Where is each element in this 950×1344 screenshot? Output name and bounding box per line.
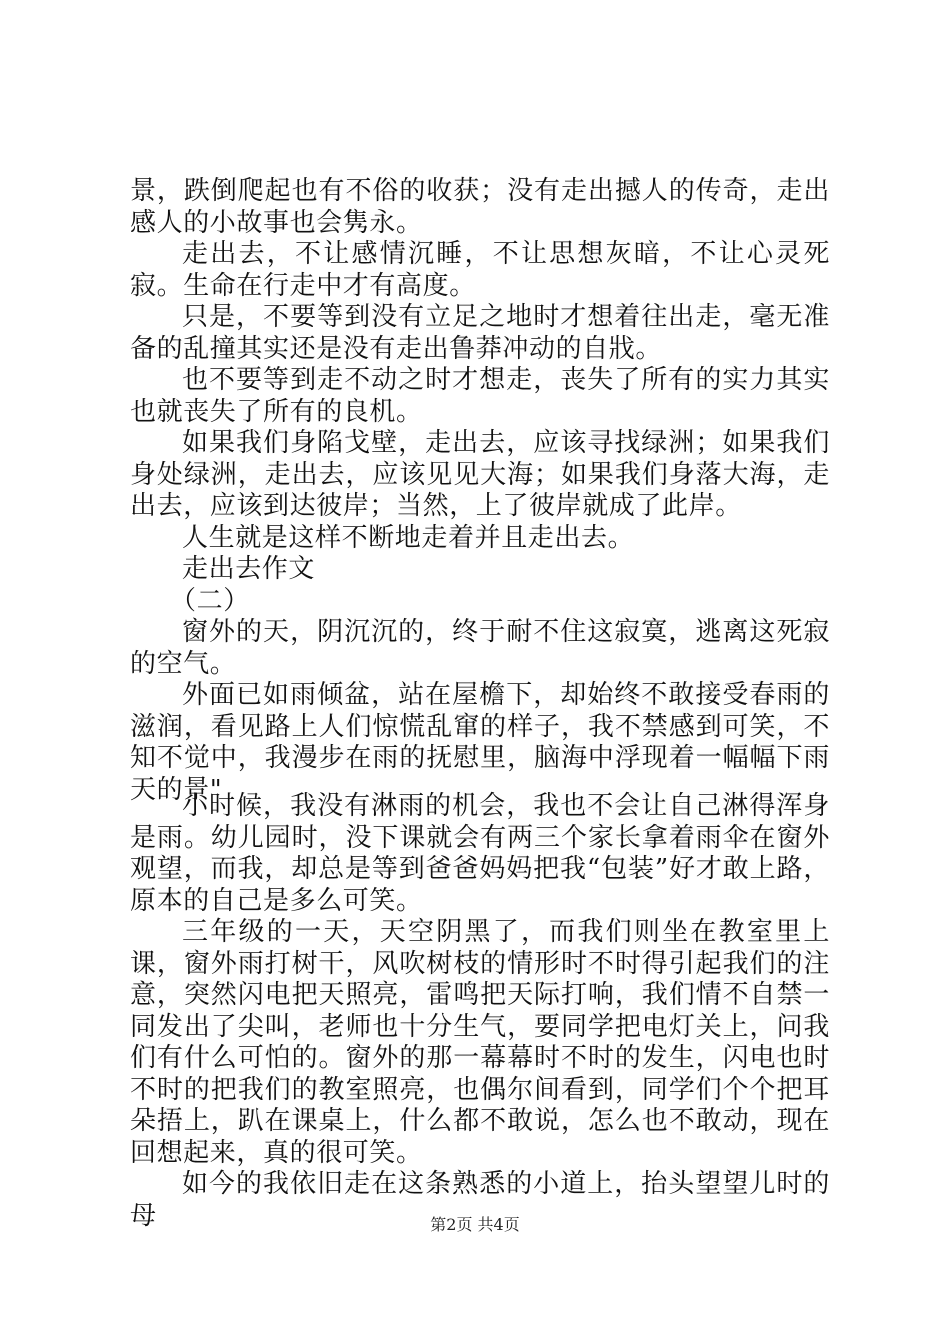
page-footer — [0, 1212, 950, 1235]
page-number: 第2页 共4页 — [430, 1215, 520, 1234]
paragraph: 三年级的一天，天空阴黑了，而我们则坐在教室里上课，窗外雨打树干，风吹树枝的情形时不时得引起我们的注意，突然闪电把天照亮，雷鸣把天际打响，我们情不自禁一同发出了尖叫，老师也十分生气，要同学把电灯关上，问我们有什么可怕的。窗外的那一幕幕时不时的发生，闪电也时不时的把我们的教室照亮，也偶尔间看到，同学们个个把耳朵捂上，趴在课桌上，什么都不敢说，怎么也不敢动，现在回想起来，真的很可笑。 — [130, 917, 830, 1168]
paragraph: 景，跌倒爬起也有不俗的收获；没有走出撼人的传奇，走出感人的小故事也会隽永。 — [130, 176, 830, 238]
paragraph: 也不要等到走不动之时才想走，丧失了所有的实力其实也就丧失了所有的良机。 — [130, 365, 830, 427]
body-text-upper — [130, 176, 830, 806]
paragraph: 小时候，我没有淋雨的机会，我也不会让自己淋得浑身是雨。幼儿园时，没下课就会有两三个家长拿着雨伞在窗外观望，而我，却总是等到爸爸妈妈把我“包装”好才敢上路，原本的自己是多么可笑。 — [130, 791, 830, 916]
paragraph: 外面已如雨倾盆，站在屋檐下，却始终不敢接受春雨的滋润，看见路上人们惊慌乱窜的样子，我不禁感到可笑，不知不觉中，我漫步在雨的抚慰里，脑海中浮现着一幅幅下雨天的景" — [130, 680, 830, 805]
paragraph: 走出去，不让感情沉睡，不让思想灰暗，不让心灵死寂。生命在行走中才有高度。 — [130, 239, 830, 301]
body-text-lower — [130, 791, 830, 1232]
section-title: 走出去作文 — [182, 554, 316, 584]
paragraph: 只是，不要等到没有立足之地时才想着往出走，毫无准备的乱撞其实还是没有走出鲁莽冲动的自戕。 — [130, 302, 830, 364]
section-number: （二） — [170, 585, 250, 616]
paragraph: 窗外的天，阴沉沉的，终于耐不住这寂寞，逃离这死寂的空气。 — [130, 617, 830, 679]
paragraph: 人生就是这样不断地走着并且走出去。 — [182, 522, 635, 553]
paragraph: 如果我们身陷戈壁，走出去，应该寻找绿洲；如果我们身处绿洲，走出去，应该见见大海；如果我们身落大海，走出去，应该到达彼岸；当然，上了彼岸就成了此岸。 — [130, 428, 830, 521]
paragraph: 如今的我依旧走在这条熟悉的小道上，抬头望望儿时的母 — [130, 1169, 830, 1231]
